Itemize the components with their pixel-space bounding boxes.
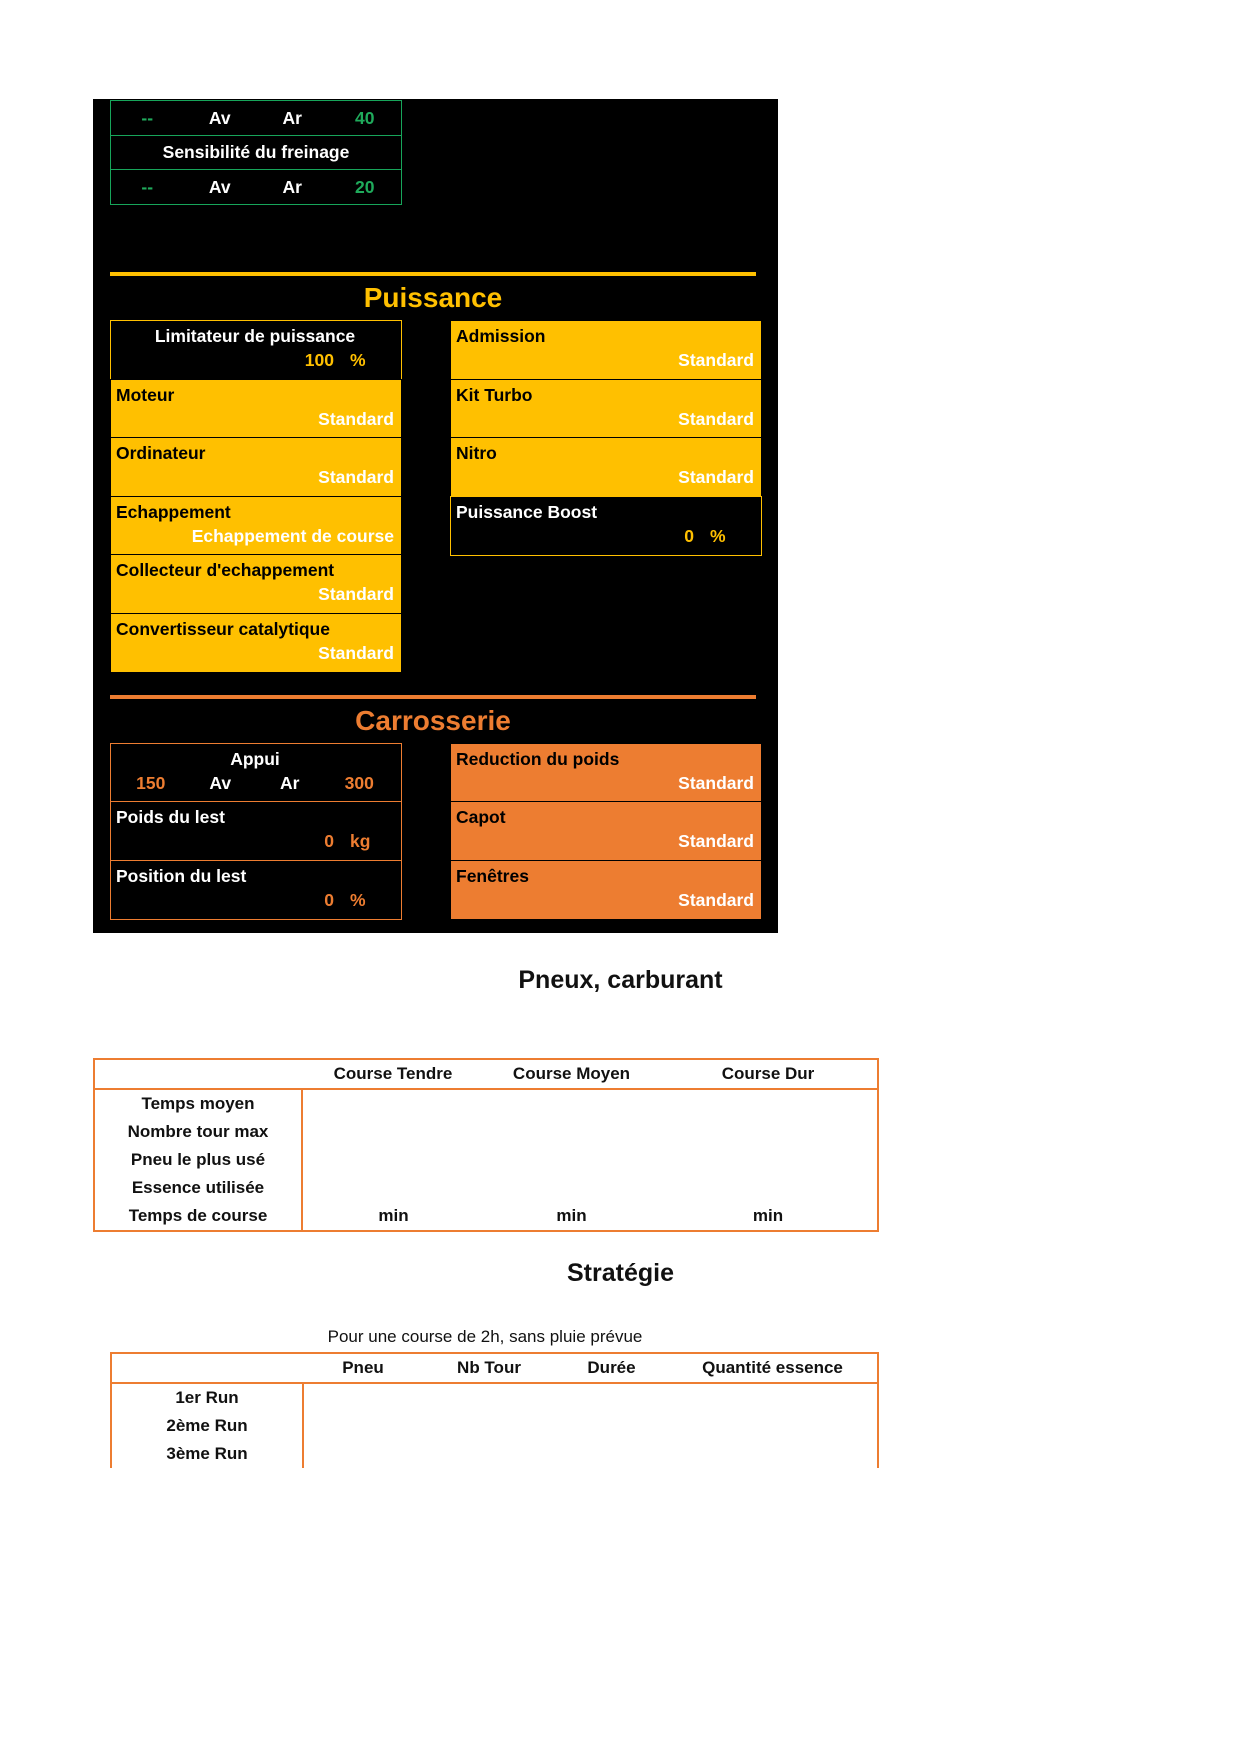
capot-label: Capot (456, 807, 506, 827)
setup-panel (93, 99, 778, 933)
puissance-grid (110, 320, 762, 673)
tires-header-course-moyen: Course Moyen (484, 1059, 659, 1089)
carrosserie-rule (110, 695, 756, 699)
appui-values-row (116, 771, 394, 795)
brake-sensitivity-dash: -- (141, 176, 154, 197)
strategy-header-pneu: Pneu (303, 1353, 423, 1383)
nitro-row[interactable] (450, 437, 762, 497)
tires-cell-3-2[interactable] (659, 1174, 878, 1202)
tires-cell-2-2[interactable] (659, 1146, 878, 1174)
appui-label: Appui (230, 748, 280, 769)
ordinateur-value: Standard (318, 467, 394, 487)
echappement-label: Echappement (116, 501, 231, 522)
strategy-cell-0-1[interactable] (423, 1383, 555, 1412)
tires-cell-4-0[interactable]: min (302, 1202, 484, 1231)
reduction-du-poids-label: Reduction du poids (456, 748, 620, 769)
tires-cell-3-1[interactable] (484, 1174, 659, 1202)
puissance-boost-unit: % (710, 525, 726, 546)
appui-rear-value: 300 (344, 772, 374, 793)
tires-cell-4-2[interactable]: min (659, 1202, 878, 1231)
convertisseur-catalytique-row[interactable] (110, 613, 402, 673)
tires-header-course-dur: Course Dur (659, 1059, 878, 1089)
strategy-cell-2-2[interactable] (555, 1440, 668, 1468)
tires-cell-1-0[interactable] (302, 1118, 484, 1146)
brake-sensitivity-rear-label: Ar (282, 176, 302, 197)
poids-du-lest-row[interactable] (110, 801, 402, 861)
echappement-row[interactable] (110, 496, 402, 556)
convertisseur-catalytique-value: Standard (318, 642, 394, 663)
appui-front-label: Av (209, 772, 232, 793)
tires-cell-1-1[interactable] (484, 1118, 659, 1146)
tires-table (93, 1058, 879, 1232)
table-row (94, 1089, 878, 1118)
brakes-group (110, 99, 762, 205)
strategy-cell-1-1[interactable] (423, 1412, 555, 1440)
reduction-du-poids-value: Standard (678, 772, 754, 793)
position-du-lest-row[interactable] (110, 860, 402, 920)
convertisseur-catalytique-label: Convertisseur catalytique (116, 618, 330, 639)
appui-rear-label: Ar (280, 772, 300, 793)
tires-row-label-pneu-le-plus-use: Pneu le plus usé (94, 1146, 302, 1174)
brake-balance-rear-label: Ar (282, 107, 302, 128)
collecteur-echappement-label: Collecteur d'echappement (116, 560, 335, 580)
setup-panel-content (110, 99, 762, 920)
puissance-boost-label: Puissance Boost (456, 501, 598, 522)
strategy-cell-1-3[interactable] (668, 1412, 878, 1440)
strategy-row-label-3eme-run: 3ème Run (111, 1440, 303, 1468)
kit-turbo-value: Standard (678, 408, 754, 429)
limitateur-de-puissance-value-row (116, 348, 394, 372)
brake-balance-value: 40 (355, 107, 375, 128)
table-row (94, 1174, 878, 1202)
admission-row[interactable] (450, 320, 762, 380)
table-row (111, 1412, 878, 1440)
tires-header-corner (94, 1059, 302, 1089)
limitateur-de-puissance-unit: % (350, 350, 366, 370)
strategy-section-title: Stratégie (567, 1259, 674, 1287)
appui-front-value: 150 (136, 772, 166, 793)
brake-sensitivity-title-cell (110, 135, 402, 171)
poids-du-lest-value-row (116, 829, 394, 853)
tires-header-course-tendre: Course Tendre (302, 1059, 484, 1089)
carrosserie-section (110, 695, 762, 920)
appui-row[interactable] (110, 743, 402, 803)
carrosserie-title: Carrosserie (355, 704, 511, 736)
fenetres-label: Fenêtres (456, 865, 529, 886)
moteur-label: Moteur (116, 384, 175, 405)
strategy-cell-0-0[interactable] (303, 1383, 423, 1412)
capot-value: Standard (678, 831, 754, 851)
strategy-header-duree: Durée (555, 1353, 668, 1383)
tires-cell-2-0[interactable] (302, 1146, 484, 1174)
puissance-section (110, 272, 762, 673)
limitateur-de-puissance-row[interactable] (110, 320, 402, 380)
echappement-value: Echappement de course (191, 525, 394, 546)
puissance-left-column (110, 320, 402, 673)
puissance-boost-row[interactable] (450, 496, 762, 556)
tires-cell-2-1[interactable] (484, 1146, 659, 1174)
strategy-table-header-row (111, 1353, 878, 1383)
strategy-row-label-2eme-run: 2ème Run (111, 1412, 303, 1440)
carrosserie-left-column (110, 743, 402, 920)
kit-turbo-label: Kit Turbo (456, 384, 533, 405)
table-row (111, 1440, 878, 1468)
tires-row-label-temps-moyen: Temps moyen (94, 1089, 302, 1118)
ordinateur-label: Ordinateur (116, 443, 206, 463)
tires-cell-0-0[interactable] (302, 1089, 484, 1118)
strategy-cell-2-0[interactable] (303, 1440, 423, 1468)
brake-sensitivity-row[interactable] (110, 169, 402, 205)
strategy-table (110, 1352, 879, 1468)
tires-cell-1-2[interactable] (659, 1118, 878, 1146)
tires-row-label-essence-utilisee: Essence utilisée (94, 1174, 302, 1202)
reduction-du-poids-row[interactable] (450, 743, 762, 803)
brake-sensitivity-front-label: Av (208, 176, 231, 197)
position-du-lest-value: 0 (324, 889, 334, 910)
fenetres-value: Standard (678, 889, 754, 910)
limitateur-de-puissance-label: Limitateur de puissance (154, 326, 356, 346)
brake-balance-row[interactable] (110, 100, 402, 136)
strategy-cell-1-0[interactable] (303, 1412, 423, 1440)
tires-cell-0-1[interactable] (484, 1089, 659, 1118)
position-du-lest-unit: % (350, 889, 366, 910)
strategy-cell-1-2[interactable] (555, 1412, 668, 1440)
strategy-header-corner (111, 1353, 303, 1383)
brake-balance-front-label: Av (208, 107, 231, 128)
strategy-note: Pour une course de 2h, sans pluie prévue (327, 1327, 643, 1346)
kit-turbo-row[interactable] (450, 379, 762, 439)
table-row (94, 1146, 878, 1174)
strategy-cell-2-3[interactable] (668, 1440, 878, 1468)
tires-row-label-nombre-tour-max: Nombre tour max (94, 1118, 302, 1146)
limitateur-de-puissance-value: 100 (304, 350, 334, 370)
tires-cell-4-1[interactable]: min (484, 1202, 659, 1231)
puissance-boost-value-row (456, 524, 754, 548)
brake-balance-dash: -- (141, 107, 154, 128)
strategy-cell-0-2[interactable] (555, 1383, 668, 1412)
table-row (94, 1202, 878, 1231)
brake-sensitivity-value: 20 (355, 176, 375, 197)
nitro-value: Standard (678, 467, 754, 487)
capot-row[interactable] (450, 801, 762, 861)
collecteur-echappement-row[interactable] (110, 554, 402, 614)
strategy-header-quantite-essence: Quantité essence (668, 1353, 878, 1383)
moteur-row[interactable] (110, 379, 402, 439)
tires-cell-0-2[interactable] (659, 1089, 878, 1118)
puissance-column-gap (402, 320, 450, 673)
strategy-header-nb-tour: Nb Tour (423, 1353, 555, 1383)
strategy-cell-0-3[interactable] (668, 1383, 878, 1412)
puissance-right-column (450, 320, 762, 673)
puissance-rule (110, 272, 756, 276)
tires-cell-3-0[interactable] (302, 1174, 484, 1202)
carrosserie-grid (110, 743, 762, 920)
ordinateur-row[interactable] (110, 437, 402, 497)
strategy-row-label-1er-run: 1er Run (111, 1383, 303, 1412)
poids-du-lest-label: Poids du lest (116, 807, 225, 827)
poids-du-lest-value: 0 (324, 831, 334, 851)
tires-row-label-temps-de-course: Temps de course (94, 1202, 302, 1231)
poids-du-lest-unit: kg (350, 831, 371, 851)
puissance-boost-value: 0 (684, 525, 694, 546)
position-du-lest-label: Position du lest (116, 865, 247, 886)
brake-sensitivity-title: Sensibilité du freinage (162, 142, 350, 162)
position-du-lest-value-row (116, 888, 394, 912)
admission-label: Admission (456, 326, 546, 346)
carrosserie-column-gap (402, 743, 450, 920)
collecteur-echappement-value: Standard (318, 584, 394, 604)
admission-value: Standard (678, 350, 754, 370)
table-row (111, 1383, 878, 1412)
tires-table-header-row (94, 1059, 878, 1089)
nitro-label: Nitro (456, 443, 497, 463)
fenetres-row[interactable] (450, 860, 762, 920)
puissance-title: Puissance (363, 282, 503, 313)
tires-section-title: Pneux, carburant (518, 966, 723, 994)
moteur-value: Standard (318, 408, 394, 429)
strategy-cell-2-1[interactable] (423, 1440, 555, 1468)
carrosserie-right-column (450, 743, 762, 920)
table-row (94, 1118, 878, 1146)
